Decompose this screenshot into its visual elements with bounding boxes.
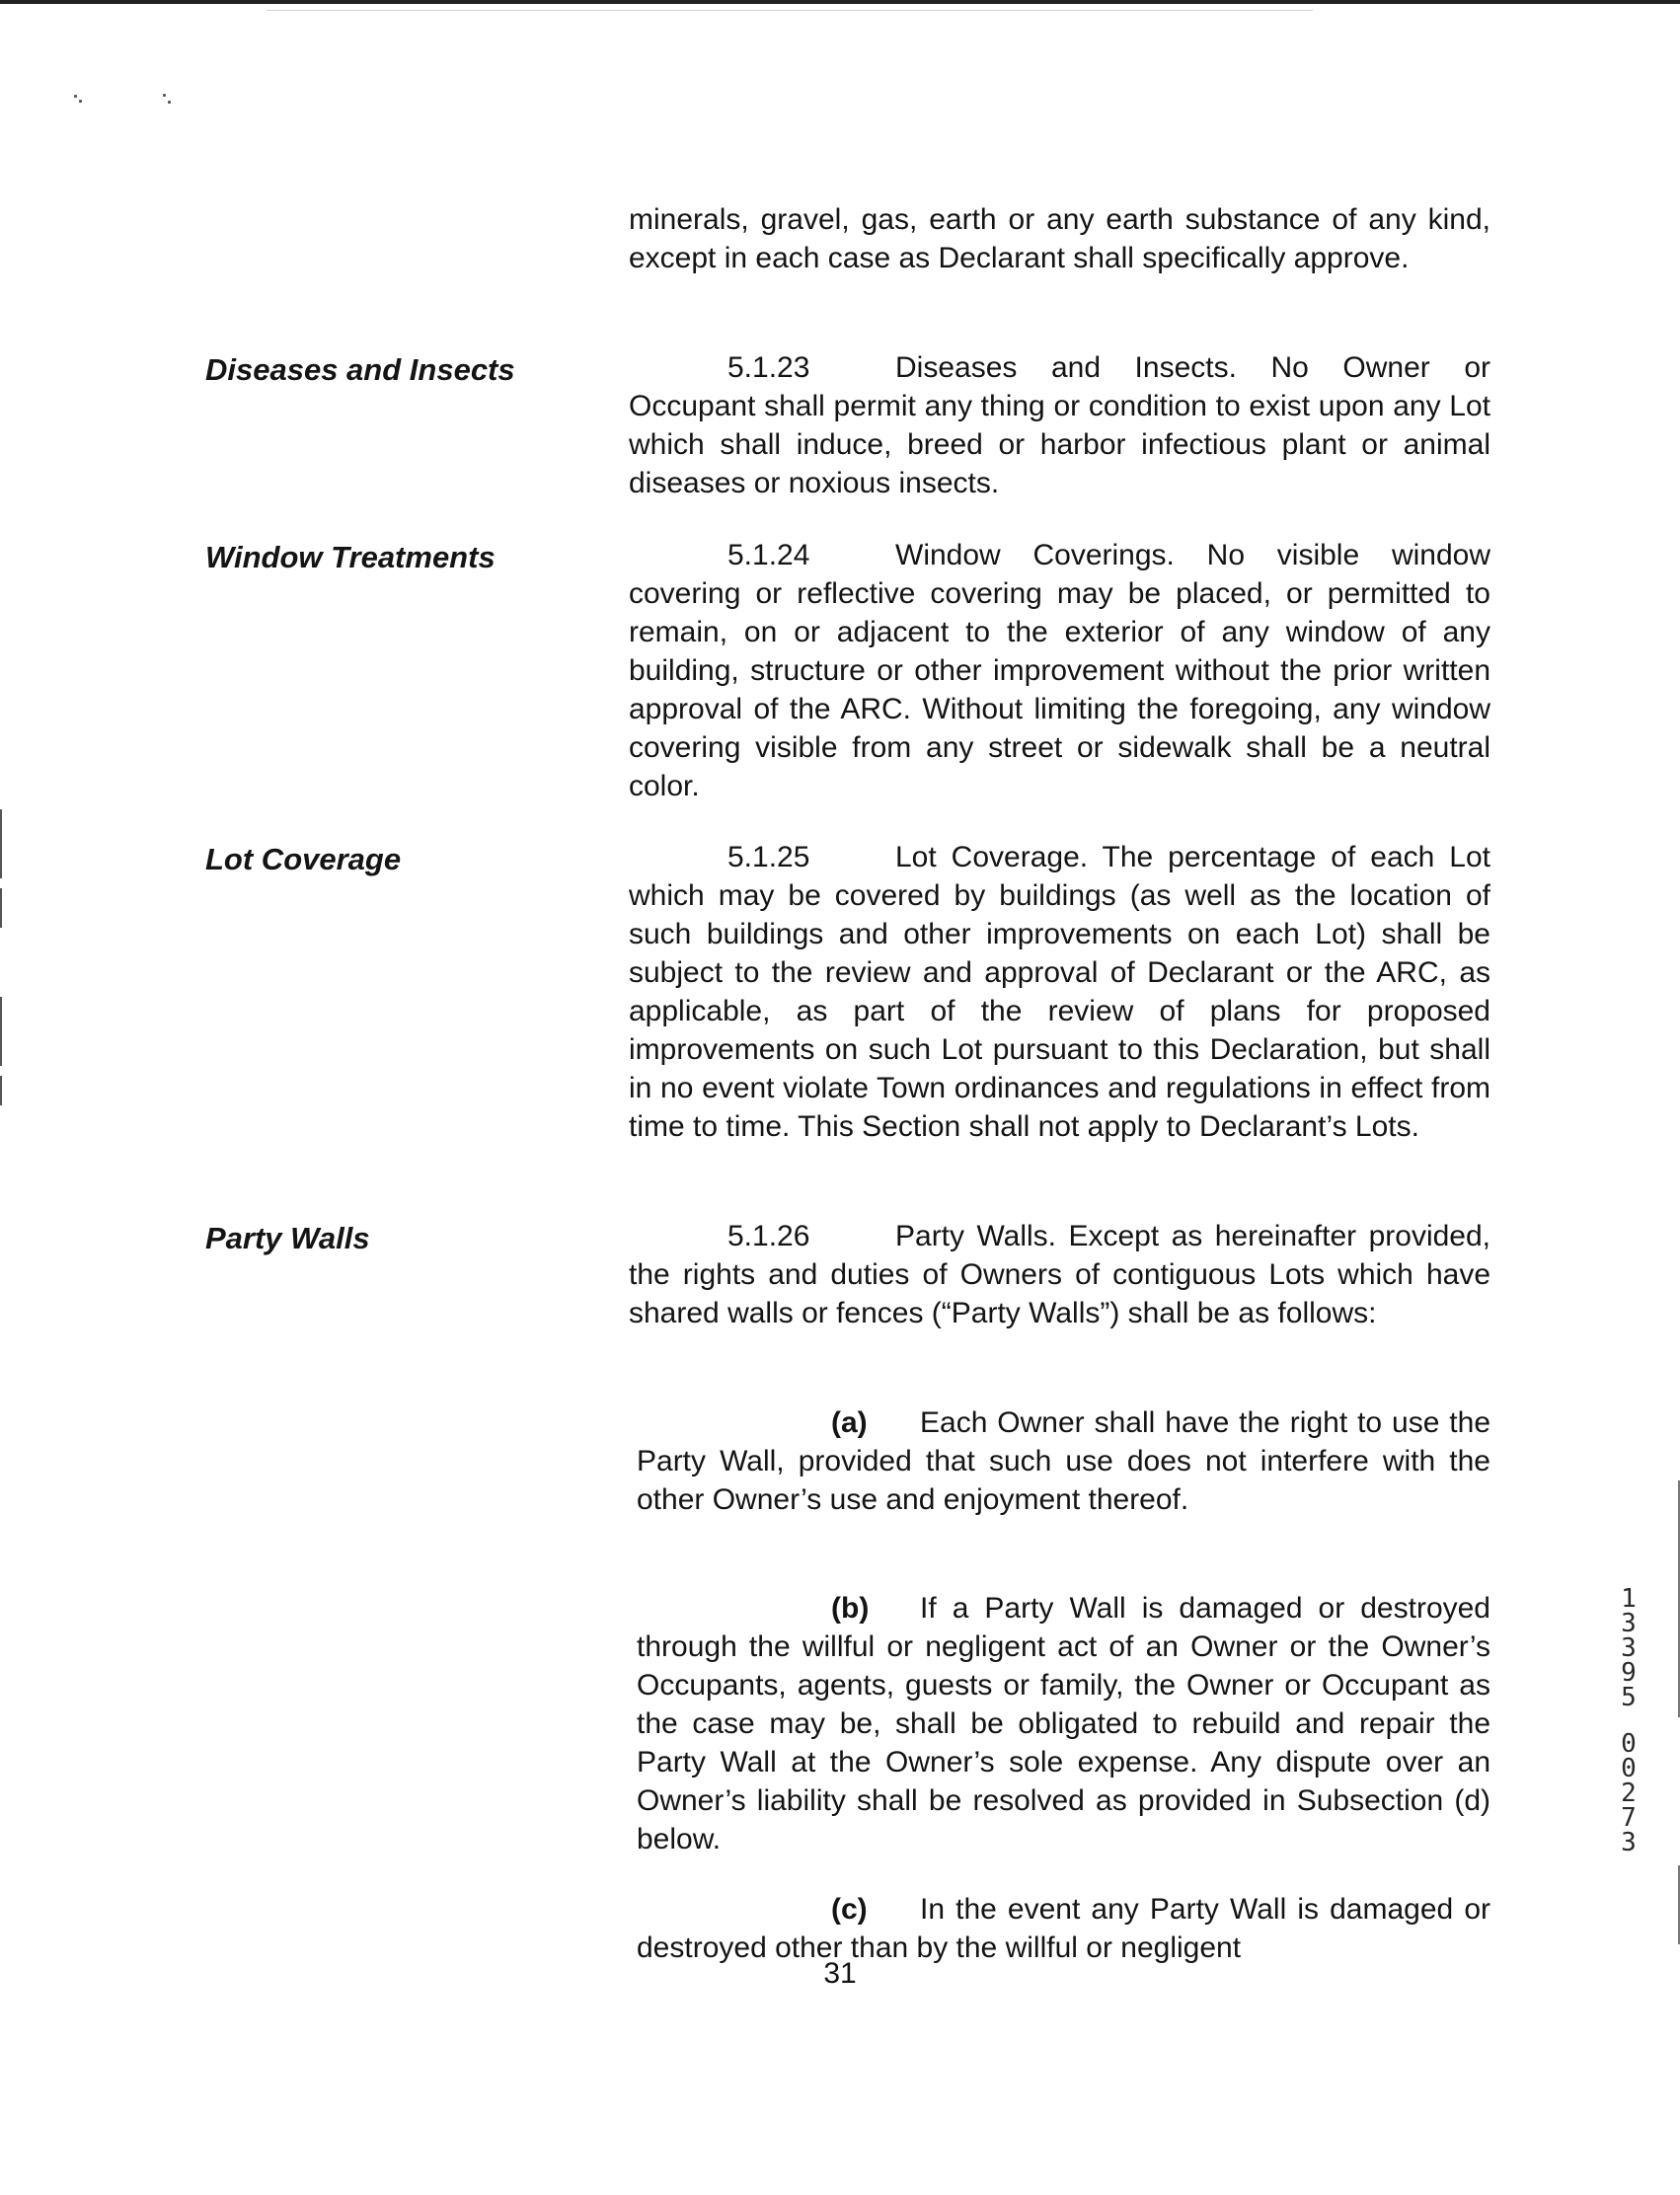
subsection-text: If a Party Wall is damaged or destroyed through the willful or negligent act of an Owner or the Owner’s Occupants, agents, guests or family, the Owner or Occupant as the case may be, shall be obligated to rebuild and repair the Party Wall at the Owner’s sole expense. Any dispute over an Owner’s liability shall be resolved as provided in Subsection (d) below. [637, 1592, 1490, 1855]
continuation-paragraph [629, 200, 1490, 277]
stamp-digit: 3 [1621, 1609, 1637, 1638]
stamp-digit: 0 [1621, 1754, 1637, 1783]
stamp-digit: 3 [1621, 1828, 1637, 1857]
scan-speck [74, 95, 77, 98]
scan-speck [168, 101, 171, 104]
section-number: 5.1.23 [727, 351, 810, 384]
stamp-digit: 3 [1621, 1633, 1637, 1663]
section-5-1-23 [629, 348, 1490, 502]
scan-edge-mark [0, 809, 2, 878]
scan-speck [79, 100, 82, 103]
subsection-text: In the event any Party Wall is damaged or destroyed other than by the willful or negligent [637, 1893, 1490, 1964]
stamp-digit: 5 [1621, 1683, 1637, 1712]
section-number: 5.1.26 [727, 1220, 810, 1252]
scan-faint-line [267, 10, 1313, 11]
stamp-digit: 7 [1621, 1803, 1637, 1833]
section-text: Diseases and Insects. No Owner or Occupant shall permit any thing or condition to exist upon any Lot which shall induce, breed or harbor infectious plant or animal diseases or noxious insects. [629, 351, 1490, 499]
scan-edge-mark [0, 1076, 2, 1105]
section-text: Party Walls. Except as hereinafter provided, the rights and duties of Owners of contiguous Lots which have shared walls or fences (“Party Walls”) shall be as follows: [629, 1220, 1490, 1329]
subsection-letter: (a) [831, 1406, 868, 1439]
page-number: 31 [823, 1957, 857, 1990]
continuation-text: minerals, gravel, gas, earth or any earth substance of any kind, except in each case as Declarant shall specifically approve. [629, 203, 1490, 274]
subsection-b [637, 1589, 1490, 1858]
heading-lot-coverage: Lot Coverage [205, 842, 402, 876]
scan-edge-mark [0, 888, 2, 928]
section-5-1-25 [629, 838, 1490, 1146]
subsection-letter: (c) [831, 1893, 868, 1926]
heading-window-treatments: Window Treatments [205, 540, 496, 574]
section-number: 5.1.25 [727, 841, 810, 873]
subsection-letter: (b) [831, 1592, 870, 1625]
subsection-a [637, 1403, 1490, 1519]
stamp-digit: 0 [1621, 1729, 1637, 1759]
scan-speck [163, 94, 166, 97]
section-5-1-24 [629, 536, 1490, 805]
section-5-1-26 [629, 1217, 1490, 1332]
heading-party-walls: Party Walls [205, 1221, 370, 1255]
section-number: 5.1.24 [727, 539, 810, 571]
stamp-digit: 1 [1621, 1584, 1637, 1614]
subsection-text: Each Owner shall have the right to use the Party Wall, provided that such use does not interfere with the other Owner’s use and enjoyment thereof. [637, 1406, 1490, 1516]
heading-diseases-and-insects: Diseases and Insects [205, 352, 515, 387]
scan-edge-mark [0, 997, 2, 1066]
section-text: Lot Coverage. The percentage of each Lot which may be covered by buildings (as well as the location of such buildings and other improvements on each Lot) shall be subject to the review and approval of Declarant or the ARC, as applicable, as part of the review of plans for proposed improvements on such Lot pursuant to this Declaration, but shall in no event violate Town ordinances and regulations in effect from time to time. This Section shall not apply to Declarant’s Lots. [629, 841, 1490, 1143]
stamp-digit: 2 [1621, 1779, 1637, 1808]
scan-top-border [0, 0, 1680, 4]
stamp-digit: 9 [1621, 1658, 1637, 1688]
section-text: Window Coverings. No visible window covering or reflective covering may be placed, or permitted to remain, on or adjacent to the exterior of any window of any building, structure or other improvement without the prior written approval of the ARC. Without limiting the foregoing, any window covering visible from any street or sidewalk shall be a neutral color. [629, 539, 1490, 802]
recording-stamp [1615, 1584, 1642, 1857]
